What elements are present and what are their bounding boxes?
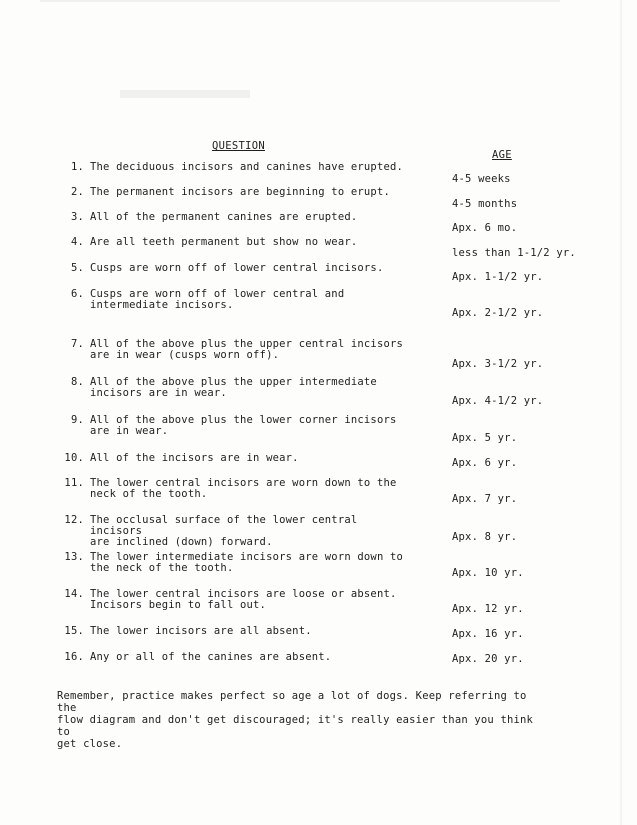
item-number: 7. (70, 338, 84, 350)
item-number: 16. (64, 651, 84, 663)
item-number: 6. (70, 288, 84, 300)
item-number: 10. (64, 452, 84, 464)
item-age: Apx. 16 yr. (452, 628, 524, 640)
item-age: Apx. 6 yr. (452, 457, 518, 469)
item-number: 2. (70, 186, 84, 198)
item-age: 4-5 weeks (452, 173, 511, 185)
item-age: Apx. 8 yr. (452, 531, 518, 543)
item-question: The lower incisors are all absent. (90, 625, 312, 637)
item-question: The permanent incisors are beginning to erupt. (90, 186, 390, 198)
scan-artifact (120, 90, 250, 98)
closing-paragraph: Remember, practice makes perfect so age a lot of dogs. Keep referring to the flow diagram and don't get discouraged; it's really easier than you think to get close. (57, 690, 534, 750)
question-column-header: QUESTION (212, 140, 265, 152)
item-number: 11. (64, 477, 84, 489)
item-question: The lower central incisors are loose or absent. Incisors begin to fall out. (90, 588, 397, 611)
item-question: Are all teeth permanent but show no wear. (90, 236, 358, 248)
item-age: Apx. 10 yr. (452, 567, 524, 579)
item-age: Apx. 3-1/2 yr. (452, 358, 544, 370)
item-question: All of the permanent canines are erupted. (90, 211, 358, 223)
item-question: The occlusal surface of the lower central incisors are inclined (down) forward. (90, 514, 358, 548)
item-number: 8. (70, 376, 84, 388)
item-question: All of the above plus the upper central incisors are in wear (cusps worn off). (90, 338, 404, 361)
item-age: Apx. 5 yr. (452, 432, 518, 444)
item-question: Any or all of the canines are absent. (90, 651, 332, 663)
item-age: 4-5 months (452, 198, 518, 210)
item-number: 9. (70, 414, 84, 426)
item-age: less than 1-1/2 yr. (452, 247, 576, 259)
item-age: Apx. 6 mo. (452, 222, 518, 234)
item-question: Cusps are worn off of lower central incisors. (90, 262, 384, 274)
item-question: All of the above plus the upper intermediate incisors are in wear. (90, 376, 377, 399)
item-age: Apx. 2-1/2 yr. (452, 307, 544, 319)
item-question: Cusps are worn off of lower central and intermediate incisors. (90, 288, 345, 311)
item-age: Apx. 20 yr. (452, 653, 524, 665)
age-column-header: AGE (492, 149, 512, 161)
item-question: All of the above plus the lower corner incisors are in wear. (90, 414, 397, 437)
item-age: Apx. 4-1/2 yr. (452, 395, 544, 407)
item-number: 3. (70, 211, 84, 223)
item-question: All of the incisors are in wear. (90, 452, 299, 464)
item-number: 5. (70, 262, 84, 274)
item-number: 14. (64, 588, 84, 600)
item-age: Apx. 12 yr. (452, 603, 524, 615)
item-question: The lower central incisors are worn down to the neck of the tooth. (90, 477, 397, 500)
item-number: 15. (64, 625, 84, 637)
item-number: 1. (70, 161, 84, 173)
item-question: The deciduous incisors and canines have erupted. (90, 161, 404, 173)
scan-artifact (40, 0, 560, 2)
item-age: Apx. 1-1/2 yr. (452, 271, 544, 283)
scan-artifact (620, 0, 622, 825)
item-number: 13. (64, 551, 84, 563)
item-number: 4. (70, 236, 84, 248)
item-age: Apx. 7 yr. (452, 493, 518, 505)
item-number: 12. (64, 514, 84, 526)
item-question: The lower intermediate incisors are worn down to the neck of the tooth. (90, 551, 404, 574)
